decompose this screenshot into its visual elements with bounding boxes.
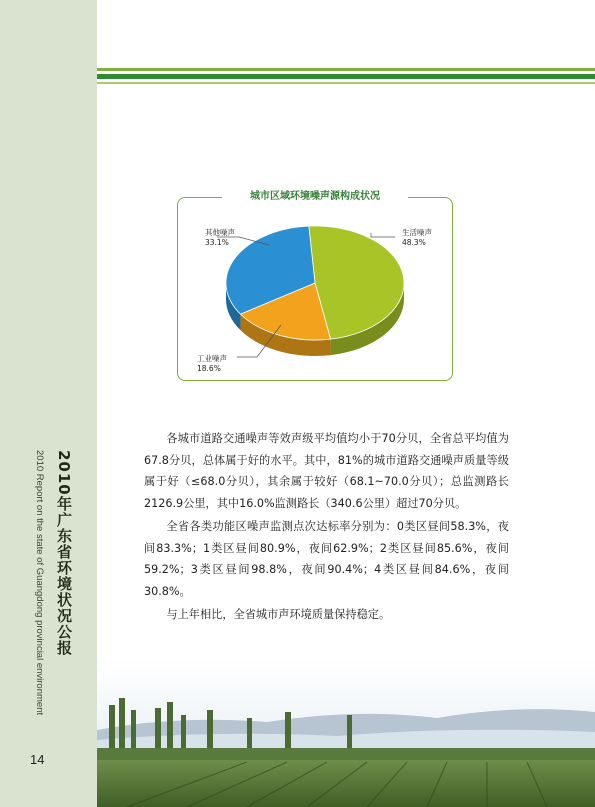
pie-label-value: 48.3% (402, 238, 426, 247)
paragraph: 各城市道路交通噪声等效声级平均值均小于70分贝，全省总平均值为67.8分贝，总体属于好的水平。其中，81%的城市道路交通噪声质量等级属于好（≤68.0分贝），其余属于较好（68.1~70.0分贝）；总监测路长2126.9公里，其中16.0%监测路长（340.6公里）超过70分贝。 (144, 432, 509, 510)
report-title: 2010年广东省环境状况公报 (55, 450, 73, 656)
pie-label-name: 工业噪声 (197, 354, 227, 363)
paragraph: 与上年相比，全省城市声环境质量保持稳定。 (166, 608, 391, 621)
header-line (97, 68, 595, 71)
sidebar (0, 0, 97, 807)
header-line (97, 82, 595, 84)
report-subtitle: 2010 Report on the state of Guangdong provincial environment (34, 450, 45, 716)
chart-title: 城市区域环境噪声源构成状况 (222, 189, 408, 205)
pie-label-name: 其他噪声 (205, 228, 235, 237)
pie-label-value: 18.6% (197, 364, 221, 373)
pie-label-name: 生活噪声 (402, 228, 432, 237)
pie-slices (226, 226, 404, 356)
pie-slice-living-leader (371, 233, 395, 237)
header-decoration (97, 68, 595, 88)
paragraph: 全省各类功能区噪声监测点次达标率分别为：0类区昼间58.3%，夜间83.3%；1类区昼间80.9%，夜间62.9%；2类区昼间85.6%，夜间59.2%；3类区昼间98.8%，夜间90.4%；4类区昼间84.6%，夜间30.8%。 (144, 520, 509, 598)
pie-label-value: 33.1% (205, 238, 229, 247)
header-line (97, 74, 595, 79)
page-number: 14 (30, 752, 45, 767)
landscape-photo (97, 660, 595, 807)
pie-label-industrial (197, 354, 227, 374)
pie-label-other (205, 228, 235, 248)
sidebar-vertical-text (30, 450, 90, 730)
body-text (144, 428, 509, 628)
pie-label-living (402, 228, 432, 248)
